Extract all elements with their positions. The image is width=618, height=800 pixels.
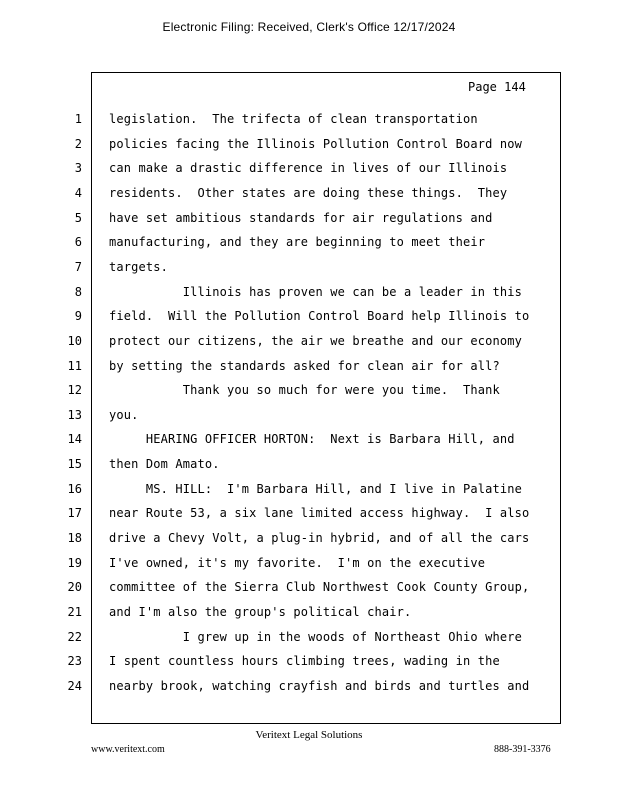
line-number: 14	[67, 432, 82, 446]
line-number: 1	[74, 112, 82, 126]
line-number: 7	[74, 260, 82, 274]
line-text: I grew up in the woods of Northeast Ohio where	[109, 630, 522, 644]
line-text: policies facing the Illinois Pollution Control Board now	[109, 137, 522, 151]
line-text: by setting the standards asked for clean air for all?	[109, 359, 500, 373]
line-number: 23	[67, 654, 82, 668]
line-number: 8	[74, 285, 82, 299]
line-text: MS. HILL: I'm Barbara Hill, and I live in Palatine	[109, 482, 522, 496]
line-text: manufacturing, and they are beginning to meet their	[109, 235, 486, 249]
line-text: near Route 53, a six lane limited access highway. I also	[109, 506, 530, 520]
line-number: 16	[67, 482, 82, 496]
line-text: Thank you so much for were you time. Thank	[109, 383, 500, 397]
line-text: I've owned, it's my favorite. I'm on the executive	[109, 556, 486, 570]
line-text: you.	[109, 408, 139, 422]
line-number: 12	[67, 383, 82, 397]
line-number: 17	[67, 506, 82, 520]
line-text: drive a Chevy Volt, a plug-in hybrid, and of all the cars	[109, 531, 530, 545]
line-text: protect our citizens, the air we breathe and our economy	[109, 334, 522, 348]
line-text: targets.	[109, 260, 168, 274]
line-text: Illinois has proven we can be a leader in this	[109, 285, 522, 299]
line-number: 6	[74, 235, 82, 249]
line-number: 13	[67, 408, 82, 422]
line-number: 5	[74, 211, 82, 225]
line-number: 10	[67, 334, 82, 348]
line-text: can make a drastic difference in lives of our Illinois	[109, 161, 508, 175]
page-number: Page 144	[468, 80, 526, 94]
line-text: HEARING OFFICER HORTON: Next is Barbara Hill, and	[109, 432, 515, 446]
line-text: nearby brook, watching crayfish and birds and turtles and	[109, 679, 530, 693]
line-number: 21	[67, 605, 82, 619]
line-number: 2	[74, 137, 82, 151]
line-text: field. Will the Pollution Control Board help Illinois to	[109, 309, 530, 323]
line-number: 11	[67, 359, 82, 373]
line-text: committee of the Sierra Club Northwest Cook County Group,	[109, 580, 530, 594]
line-number: 22	[67, 630, 82, 644]
line-number: 3	[74, 161, 82, 175]
line-number: 19	[67, 556, 82, 570]
line-number: 24	[67, 679, 82, 693]
line-text: legislation. The trifecta of clean transportation	[109, 112, 478, 126]
footer-phone: 888-391-3376	[494, 744, 551, 755]
line-text: I spent countless hours climbing trees, wading in the	[109, 654, 500, 668]
footer-website: www.veritext.com	[91, 744, 165, 755]
line-text: then Dom Amato.	[109, 457, 220, 471]
line-text: have set ambitious standards for air regulations and	[109, 211, 493, 225]
line-number: 15	[67, 457, 82, 471]
line-number: 20	[67, 580, 82, 594]
line-number: 9	[74, 309, 82, 323]
footer-company: Veritext Legal Solutions	[255, 729, 363, 741]
line-text: residents. Other states are doing these things. They	[109, 186, 508, 200]
line-number: 18	[67, 531, 82, 545]
filing-stamp-header: Electronic Filing: Received, Clerk's Office 12/17/2024	[162, 20, 456, 34]
line-number: 4	[74, 186, 82, 200]
line-text: and I'm also the group's political chair.	[109, 605, 412, 619]
